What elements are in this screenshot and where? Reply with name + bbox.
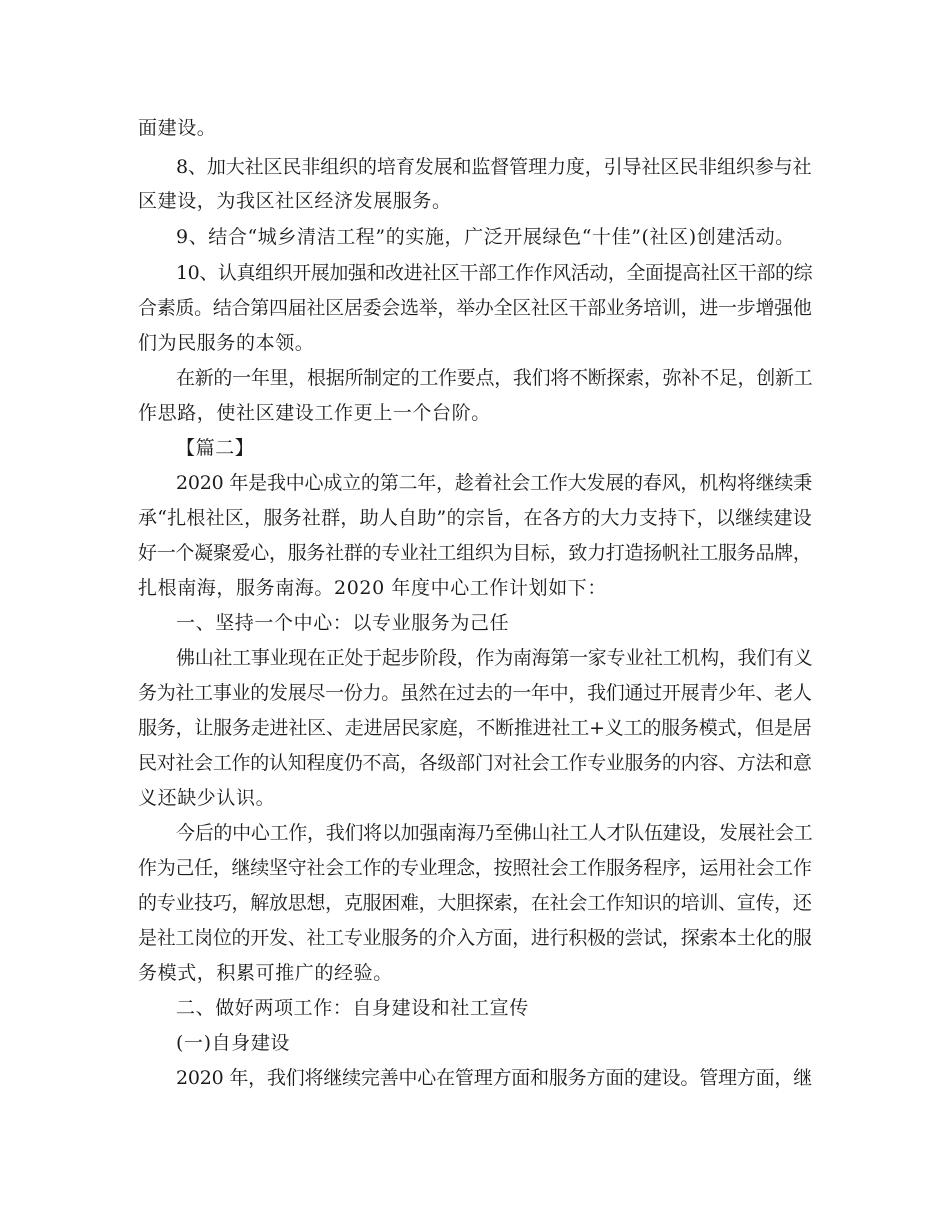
text-line: 承“扎根社区，服务社群，助人自助”的宗旨，在各方的大力支持下，以继续建设 <box>138 507 813 529</box>
text-line: 扎根南海，服务南海。2020 年度中心工作计划如下： <box>138 577 607 599</box>
text-line: 作为己任，继续坚守社会工作的专业理念，按照社会工作服务程序，运用社会工作 <box>138 857 812 879</box>
text-line: 今后的中心工作，我们将以加强南海乃至佛山社工人才队伍建设，发展社会工 <box>176 822 813 844</box>
text-line: 民对社会工作的认知程度仍不高，各级部门对社会工作专业服务的内容、方法和意 <box>138 752 812 774</box>
text-line: 合素质。结合第四届社区居委会选举，举办全区社区干部业务培训，进一步增强他 <box>138 297 812 319</box>
text-line: 2020 年是我中心成立的第二年，趁着社会工作大发展的春风，机构将继续秉 <box>176 472 812 494</box>
text-line: 服务，让服务走进社区、走进居民家庭，不断推进社工+义工的服务模式，但是居 <box>138 717 812 739</box>
text-line: 8、加大社区民非组织的培育发展和监督管理力度，引导社区民非组织参与社 <box>176 156 812 178</box>
text-line: (一)自身建设 <box>176 1032 291 1054</box>
text-line: 作思路，使社区建设工作更上一个台阶。 <box>138 402 491 424</box>
text-line: 区建设，为我区社区经济发展服务。 <box>138 190 452 212</box>
text-line: 9、结合“城乡清洁工程”的实施，广泛开展绿色“十佳”(社区)创建活动。 <box>176 226 795 248</box>
text-line: 2020 年，我们将继续完善中心在管理方面和服务方面的建设。管理方面，继 <box>176 1067 812 1089</box>
section-heading: 【篇二】 <box>176 437 255 459</box>
text-line: 的专业技巧，解放思想，克服困难，大胆探索，在社会工作知识的培训、宣传，还 <box>138 892 812 914</box>
text-line: 10、认真组织开展加强和改进社区干部工作作风活动，全面提高社区干部的综 <box>176 262 813 284</box>
text-line: 在新的一年里，根据所制定的工作要点，我们将不断探索，弥补不足，创新工 <box>176 367 813 389</box>
text-line: 二、做好两项工作：自身建设和社工宣传 <box>176 997 529 1019</box>
text-line: 面建设。 <box>138 117 217 139</box>
text-line: 一、坚持一个中心：以专业服务为己任 <box>176 612 510 634</box>
text-line: 好一个凝聚爱心，服务社群的专业社工组织为目标，致力打造扬帆社工服务品牌， <box>138 542 812 564</box>
text-line: 佛山社工事业现在正处于起步阶段，作为南海第一家专业社工机构，我们有义 <box>176 647 813 669</box>
text-line: 务模式，积累可推广的经验。 <box>138 962 393 984</box>
text-line: 义还缺少认识。 <box>138 787 276 809</box>
text-line: 是社工岗位的开发、社工专业服务的介入方面，进行积极的尝试，探索本土化的服 <box>138 927 812 949</box>
text-line: 务为社工事业的发展尽一份力。虽然在过去的一年中，我们通过开展青少年、老人 <box>138 682 812 704</box>
text-line: 们为民服务的本领。 <box>138 332 315 354</box>
